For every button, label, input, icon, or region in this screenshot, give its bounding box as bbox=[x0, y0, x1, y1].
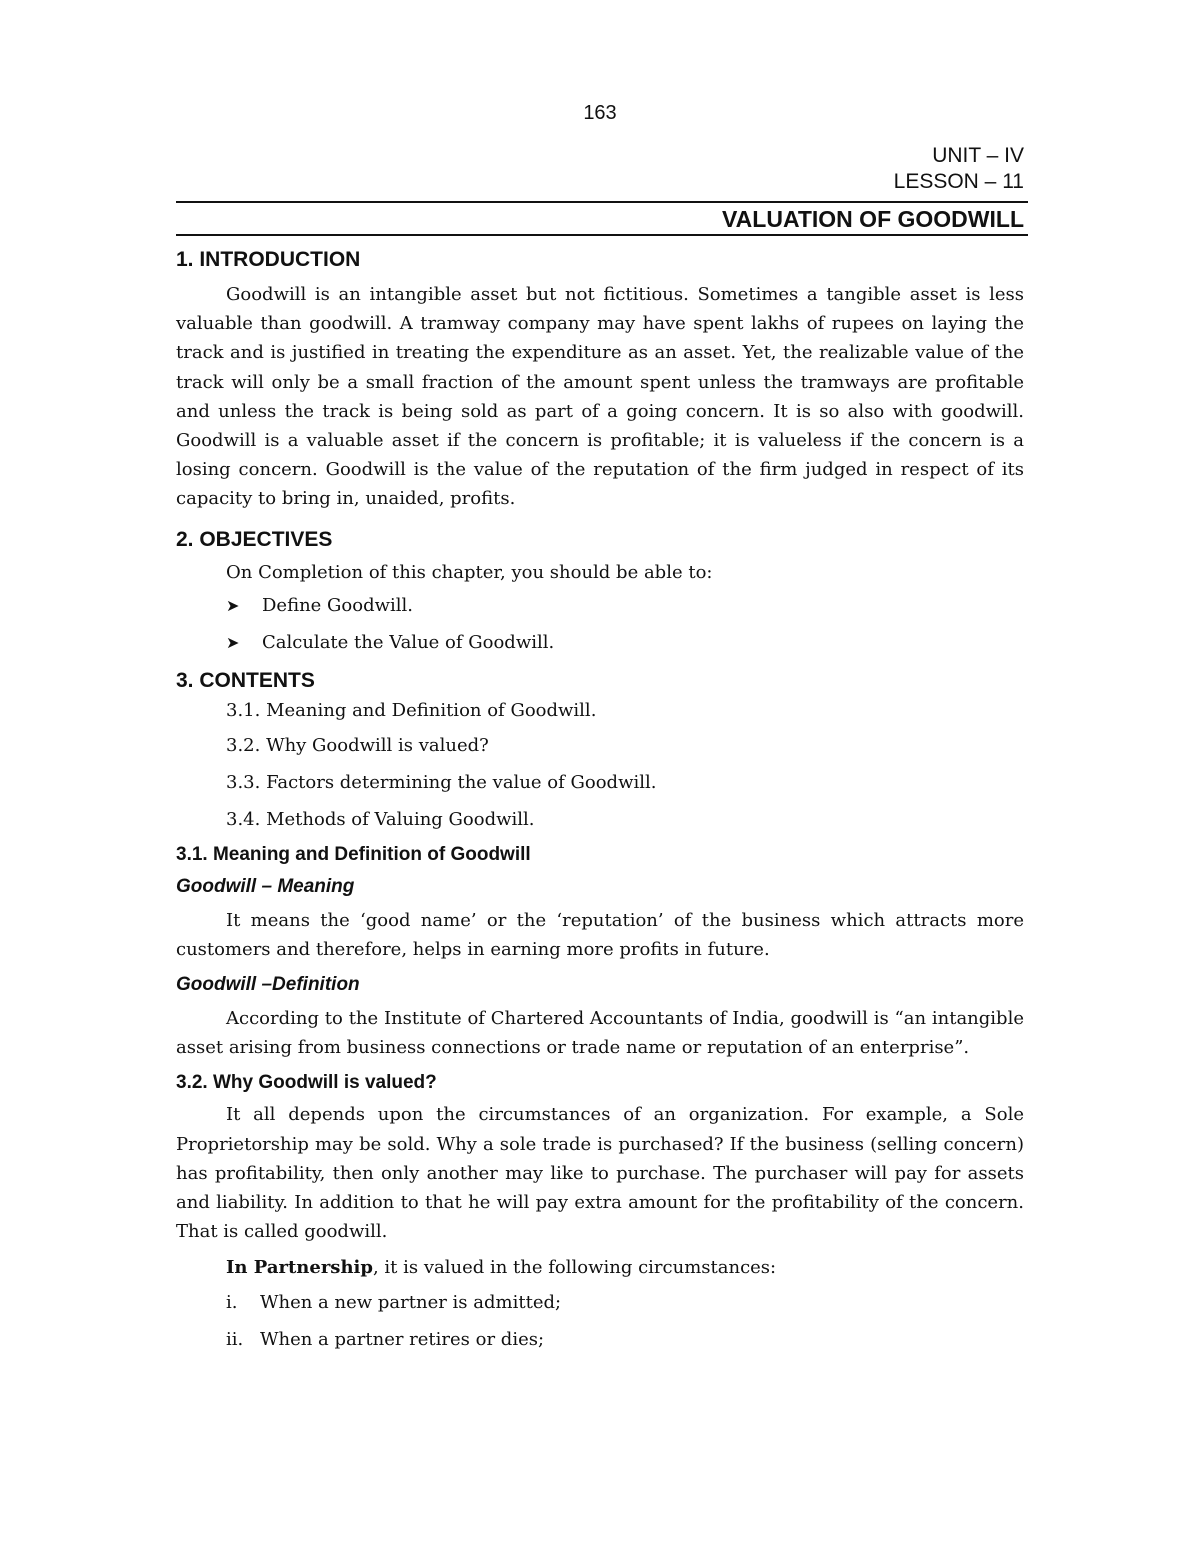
partnership-lead bbox=[176, 1252, 1024, 1284]
contents-item: 3.2. Why Goodwill is valued? bbox=[226, 734, 489, 756]
circumstance-item bbox=[176, 1321, 1024, 1358]
objective-text: Define Goodwill. bbox=[262, 594, 414, 616]
introduction-heading: 1. INTRODUCTION bbox=[176, 248, 361, 271]
objectives-heading: 2. OBJECTIVES bbox=[176, 527, 333, 551]
section-3-1-heading: 3.1. Meaning and Definition of Goodwill bbox=[176, 843, 531, 865]
unit-label: UNIT – IV bbox=[932, 144, 1024, 167]
arrow-bullet-icon: ➤ bbox=[226, 632, 240, 652]
top-rule bbox=[176, 201, 1028, 203]
circumstance-text: When a partner retires or dies; bbox=[260, 1329, 545, 1351]
contents-item: 3.1. Meaning and Definition of Goodwill. bbox=[226, 699, 597, 721]
lesson-title: VALUATION OF GOODWILL bbox=[722, 206, 1024, 232]
lesson-label: LESSON – 11 bbox=[893, 170, 1024, 193]
page-number: 163 bbox=[583, 102, 617, 124]
circumstance-number: i. bbox=[226, 1292, 238, 1314]
meaning-heading: Goodwill – Meaning bbox=[176, 875, 355, 897]
section-3-2-heading: 3.2. Why Goodwill is valued? bbox=[176, 1072, 437, 1094]
why-valued-paragraph: It all depends upon the circumstances of an organization. For example, a Sole Proprietorship may be sold. Why a sole trade is purchased? If the business (selling concern) has profitability, then only another may like to purchase. The purchaser will pay for assets and liability. In addition to that he will pay extra amount for the profitability of the concern. That is called goodwill. bbox=[176, 1104, 1024, 1243]
partnership-rest-text: , it is valued in the following circumstances: bbox=[372, 1257, 777, 1279]
main-content bbox=[176, 246, 1024, 1358]
definition-paragraph: According to the Institute of Chartered Accountants of India, goodwill is “an intangible asset arising from business connections or trade name or reputation of an enterprise”. bbox=[176, 1008, 1024, 1059]
contents-item: 3.3. Factors determining the value of Goodwill. bbox=[226, 771, 657, 793]
circumstance-text: When a new partner is admitted; bbox=[260, 1292, 562, 1314]
partnership-bold-label: In Partnership bbox=[226, 1257, 373, 1279]
objective-item bbox=[176, 624, 1024, 661]
arrow-bullet-icon: ➤ bbox=[226, 595, 240, 615]
objectives-lead: On Completion of this chapter, you should be able to: bbox=[226, 561, 713, 583]
circumstance-number: ii. bbox=[226, 1329, 244, 1351]
definition-heading: Goodwill –Definition bbox=[176, 974, 360, 996]
introduction-paragraph: Goodwill is an intangible asset but not fictitious. Sometimes a tangible asset is less valuable than goodwill. A tramway company may have spent lakhs of rupees on laying the track and is justified in treating the expenditure as an asset. Yet, the realizable value of the track will only be a small fraction of the amount spent unless the tramways are profitable and unless the track is being sold as part of a going concern. It is so also with goodwill. Goodwill is a valuable asset if the concern is profitable; it is valueless if the concern is a losing concern. Goodwill is the value of the reputation of the firm judged in respect of its capacity to bring in, unaided, profits. bbox=[176, 284, 1024, 510]
contents-item: 3.4. Methods of Valuing Goodwill. bbox=[226, 808, 535, 830]
bottom-rule bbox=[176, 234, 1028, 236]
contents-heading: 3. CONTENTS bbox=[176, 668, 315, 692]
objective-text: Calculate the Value of Goodwill. bbox=[262, 631, 555, 653]
meaning-paragraph: It means the ‘good name’ or the ‘reputation’ of the business which attracts more customers and therefore, helps in earning more profits in future. bbox=[176, 909, 1024, 960]
circumstance-item bbox=[176, 1284, 1024, 1321]
objective-item bbox=[176, 587, 1024, 624]
